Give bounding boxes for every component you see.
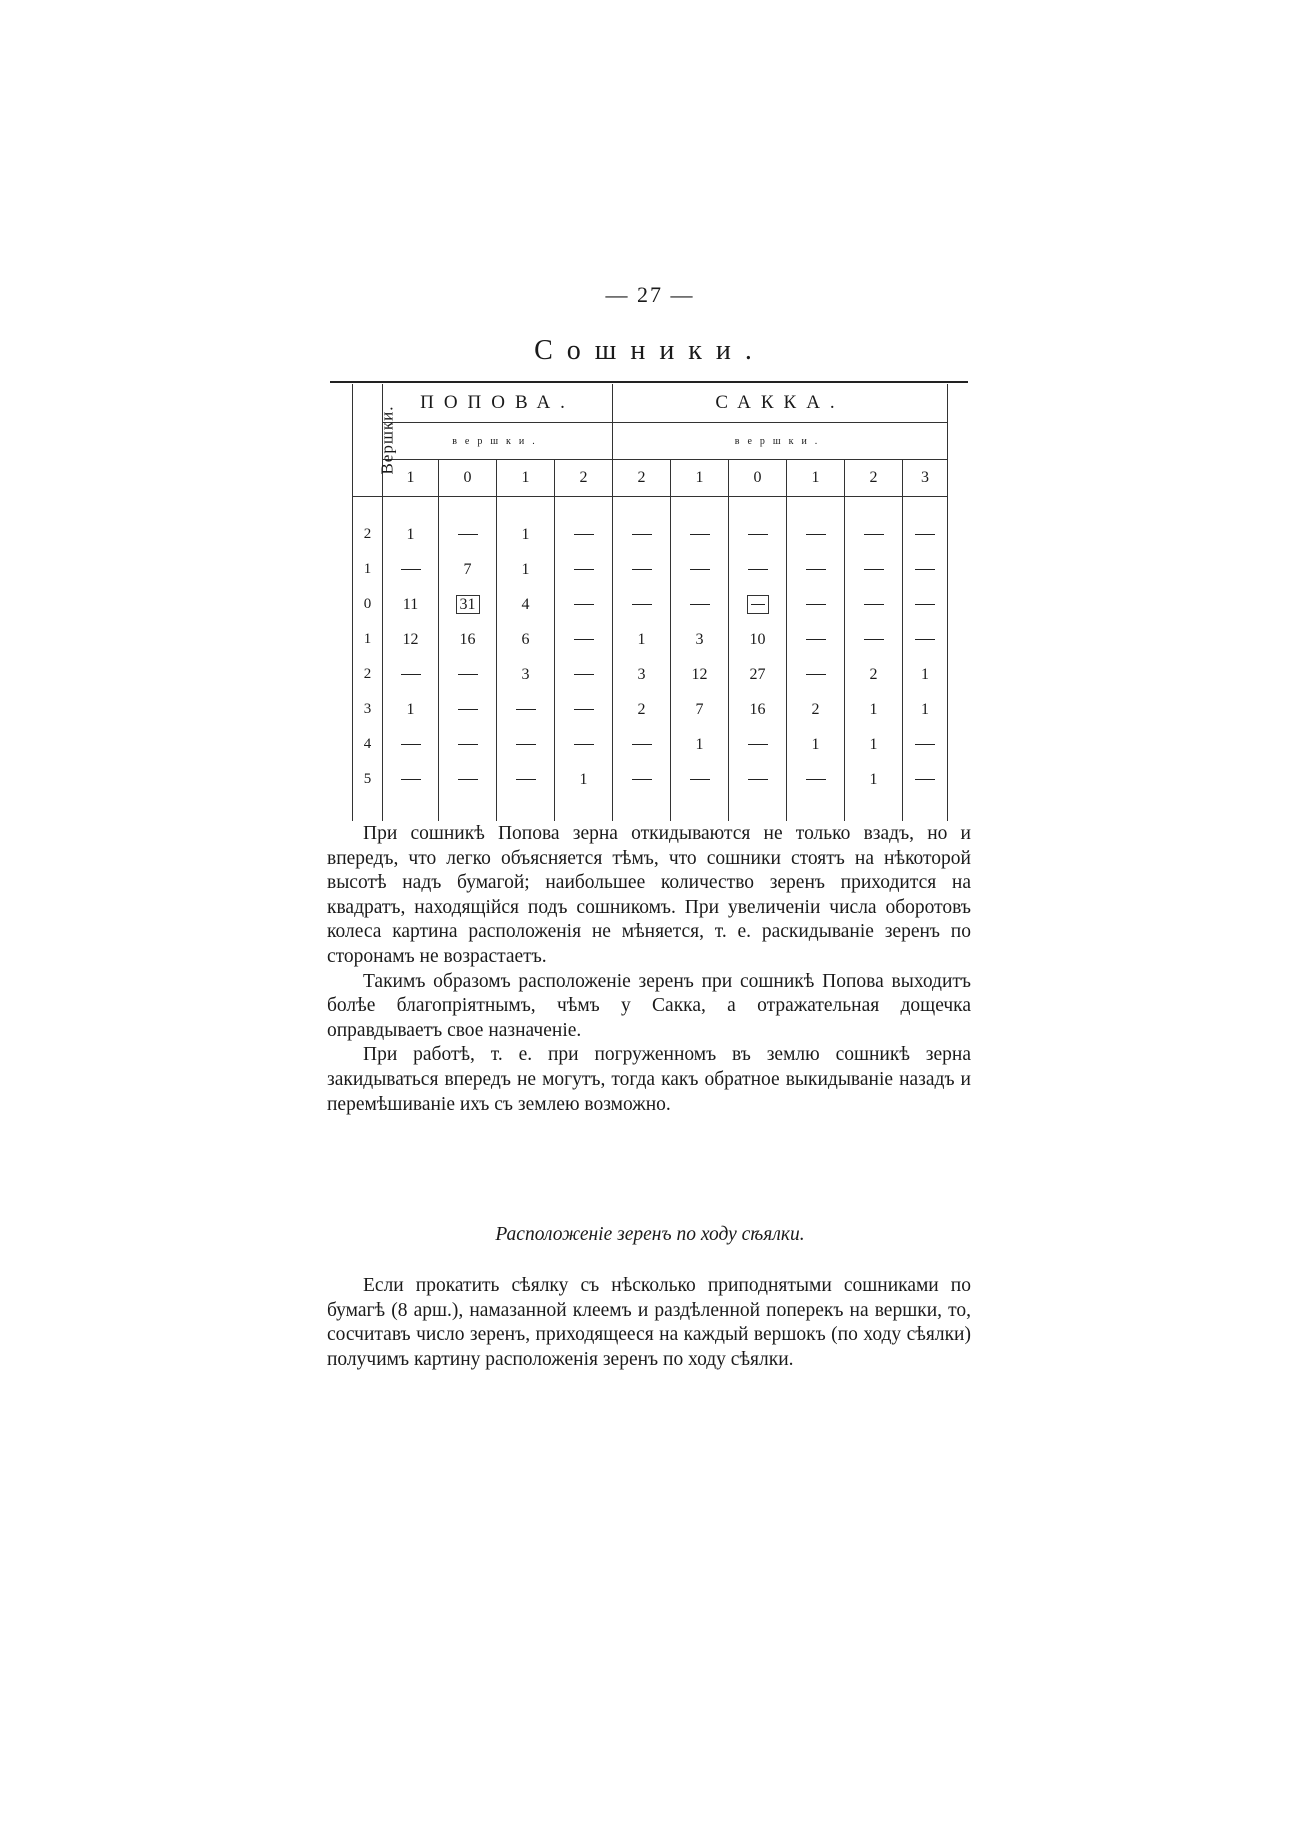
spacer-cell xyxy=(497,497,555,518)
table-row xyxy=(353,692,948,727)
dash-mark xyxy=(806,604,826,605)
table-cell xyxy=(439,517,497,552)
dash-mark xyxy=(574,674,594,675)
spacer-cell xyxy=(439,797,497,821)
table-cell xyxy=(729,622,787,657)
dash-mark xyxy=(690,779,710,780)
column-header: 1 xyxy=(383,460,439,497)
spacer-row xyxy=(353,797,948,821)
cell-value: 1 xyxy=(406,700,415,718)
column-header: 1 xyxy=(787,460,845,497)
body-paragraphs xyxy=(327,822,971,1117)
spacer-cell xyxy=(613,797,671,821)
spacer-cell xyxy=(903,797,948,821)
table-row xyxy=(353,622,948,657)
dash-mark xyxy=(915,569,935,570)
table-cell xyxy=(383,517,439,552)
table-cell xyxy=(383,762,439,797)
group-header-popov: ПОПОВА. xyxy=(383,384,613,423)
cell-value: 1 xyxy=(521,525,530,543)
column-header: 0 xyxy=(729,460,787,497)
dash-mark xyxy=(458,779,478,780)
table-cell xyxy=(671,657,729,692)
table-cell xyxy=(903,762,948,797)
table-cell xyxy=(787,657,845,692)
cell-value: 1 xyxy=(637,630,646,648)
table-cell xyxy=(903,622,948,657)
dash-mark xyxy=(806,674,826,675)
table-cell xyxy=(787,587,845,622)
dash-mark xyxy=(864,604,884,605)
table-cell xyxy=(729,587,787,622)
table-cell xyxy=(671,727,729,762)
table-cell xyxy=(439,692,497,727)
table-cell xyxy=(787,517,845,552)
table-cell xyxy=(729,762,787,797)
dash-mark xyxy=(401,674,421,675)
dash-mark xyxy=(632,534,652,535)
cell-value: 1 xyxy=(921,665,930,683)
cell-value: 1 xyxy=(695,735,704,753)
dash-mark xyxy=(574,744,594,745)
cell-value: 10 xyxy=(749,630,766,648)
table-cell xyxy=(497,517,555,552)
table-cell xyxy=(903,727,948,762)
cell-value: 3 xyxy=(637,665,646,683)
table-cell xyxy=(903,587,948,622)
table-cell xyxy=(555,622,613,657)
table-cell xyxy=(671,762,729,797)
boxed-value: 31 xyxy=(456,595,480,614)
column-header: 3 xyxy=(903,460,948,497)
table-cell xyxy=(787,727,845,762)
column-header: 1 xyxy=(671,460,729,497)
spacer-cell xyxy=(555,797,613,821)
dash-mark xyxy=(401,744,421,745)
table-cell xyxy=(497,727,555,762)
spacer-cell xyxy=(671,497,729,518)
column-header: 2 xyxy=(845,460,903,497)
spacer-cell xyxy=(383,497,439,518)
table-row xyxy=(353,587,948,622)
group-header-sakk: САККА. xyxy=(613,384,948,423)
cell-value: 12 xyxy=(402,630,419,648)
dash-mark xyxy=(458,674,478,675)
table-cell xyxy=(383,622,439,657)
table-cell xyxy=(903,657,948,692)
table-cell xyxy=(787,762,845,797)
table-cell xyxy=(613,622,671,657)
spacer-cell xyxy=(787,797,845,821)
table-row xyxy=(353,552,948,587)
cell-value: 1 xyxy=(521,560,530,578)
table-cell xyxy=(613,587,671,622)
table-cell xyxy=(383,692,439,727)
cell-value: 1 xyxy=(869,770,878,788)
table-cell xyxy=(439,552,497,587)
cell-value: 6 xyxy=(521,630,530,648)
dash-mark xyxy=(516,709,536,710)
table-cell xyxy=(439,587,497,622)
table-row xyxy=(353,727,948,762)
dash-mark xyxy=(458,744,478,745)
table-cell xyxy=(439,762,497,797)
table-row xyxy=(353,657,948,692)
subheading: Расположеніе зеренъ по ходу сѣялки. xyxy=(495,1224,805,1245)
cell-value: 4 xyxy=(521,595,530,613)
cell-value: 16 xyxy=(749,700,766,718)
spacer-cell xyxy=(903,497,948,518)
subheader-popov: вершки. xyxy=(383,423,613,460)
column-header: 2 xyxy=(613,460,671,497)
dash-mark xyxy=(864,569,884,570)
cell-value: 27 xyxy=(749,665,766,683)
table-cell xyxy=(729,657,787,692)
table-top-rule xyxy=(330,381,968,383)
table-cell xyxy=(555,587,613,622)
dash-mark xyxy=(574,534,594,535)
table-cell xyxy=(845,727,903,762)
table-cell xyxy=(383,657,439,692)
row-label: 2 xyxy=(353,657,383,692)
table-cell xyxy=(555,552,613,587)
table-cell xyxy=(439,657,497,692)
column-header: 2 xyxy=(555,460,613,497)
dash-mark xyxy=(915,534,935,535)
row-header-cell xyxy=(353,384,397,497)
dash-mark xyxy=(748,779,768,780)
table-cell xyxy=(497,552,555,587)
dash-mark xyxy=(458,534,478,535)
table-cell xyxy=(903,552,948,587)
dash-mark xyxy=(690,604,710,605)
dash-mark xyxy=(864,639,884,640)
dash-mark xyxy=(516,779,536,780)
dash-mark xyxy=(574,604,594,605)
dash-mark xyxy=(458,709,478,710)
table-cell xyxy=(555,727,613,762)
cell-value: 1 xyxy=(869,700,878,718)
table-cell xyxy=(555,762,613,797)
seed-distribution-table xyxy=(352,384,948,821)
cell-value: 2 xyxy=(637,700,646,718)
dash-mark xyxy=(574,639,594,640)
table-cell xyxy=(845,517,903,552)
table-cell xyxy=(845,622,903,657)
table-cell xyxy=(729,692,787,727)
spacer-cell xyxy=(497,797,555,821)
spacer-row xyxy=(353,497,948,518)
cell-value: 3 xyxy=(695,630,704,648)
row-label: 2 xyxy=(353,517,383,552)
dash-mark xyxy=(806,569,826,570)
spacer-cell xyxy=(845,497,903,518)
dash-mark xyxy=(748,569,768,570)
dash-mark xyxy=(806,639,826,640)
table-cell xyxy=(497,622,555,657)
row-label: 0 xyxy=(353,587,383,622)
row-label: 4 xyxy=(353,727,383,762)
table-cell xyxy=(729,552,787,587)
table-cell xyxy=(613,517,671,552)
table-cell xyxy=(555,692,613,727)
table-cell xyxy=(845,552,903,587)
table-cell xyxy=(613,727,671,762)
spacer-cell xyxy=(671,797,729,821)
table-cell xyxy=(613,762,671,797)
section-title: Сошники. xyxy=(534,335,766,366)
cell-value: 7 xyxy=(463,560,472,578)
column-header-row xyxy=(353,460,948,497)
cell-value: 1 xyxy=(406,525,415,543)
table-cell xyxy=(613,552,671,587)
spacer-cell xyxy=(555,497,613,518)
dash-mark xyxy=(401,779,421,780)
spacer-cell xyxy=(353,497,383,518)
table-cell xyxy=(383,552,439,587)
table-cell xyxy=(555,517,613,552)
dash-mark xyxy=(915,604,935,605)
dash-mark xyxy=(690,569,710,570)
table-cell xyxy=(671,622,729,657)
dash-mark xyxy=(806,534,826,535)
cell-value: 2 xyxy=(811,700,820,718)
spacer-cell xyxy=(845,797,903,821)
cell-value: 1 xyxy=(811,735,820,753)
dash-mark xyxy=(632,744,652,745)
row-label: 1 xyxy=(353,552,383,587)
cell-value: 1 xyxy=(921,700,930,718)
table-cell xyxy=(903,517,948,552)
dash-mark xyxy=(574,569,594,570)
row-header: Вершки. xyxy=(377,405,397,475)
spacer-cell xyxy=(613,497,671,518)
cell-value: 16 xyxy=(459,630,476,648)
dash-mark xyxy=(915,779,935,780)
table-cell xyxy=(439,727,497,762)
spacer-cell xyxy=(439,497,497,518)
dash-mark xyxy=(401,569,421,570)
dash-mark xyxy=(915,639,935,640)
table-cell xyxy=(903,692,948,727)
table-cell xyxy=(845,587,903,622)
cell-value: 12 xyxy=(691,665,708,683)
paragraph: При сошникѣ Попова зерна откидываются не только взадъ, но и впередъ, что легко объясняется тѣмъ, что сошники стоятъ на нѣкоторой высотѣ надъ бумагой; наибольшее количество зеренъ приходится на квадратъ, находящійся подъ сошникомъ. При увеличеніи числа оборотовъ колеса картина расположенія не мѣняется, т. е. раскидываніе зеренъ по сторонамъ не возрастаетъ. xyxy=(327,823,971,967)
cell-value: 3 xyxy=(521,665,530,683)
dash-mark xyxy=(751,604,765,605)
table-cell xyxy=(845,657,903,692)
dash-mark xyxy=(574,709,594,710)
dash-mark xyxy=(806,779,826,780)
paragraph: Такимъ образомъ расположеніе зеренъ при сошникѣ Попова выходитъ болѣе благопріятнымъ, чѣмъ у Сакка, а отражательная дощечка оправдываетъ свое назначеніе. xyxy=(327,970,971,1041)
dash-mark xyxy=(690,534,710,535)
table-cell xyxy=(497,657,555,692)
table-cell xyxy=(729,517,787,552)
table-cell xyxy=(845,762,903,797)
table-row xyxy=(353,762,948,797)
cell-value: 7 xyxy=(695,700,704,718)
spacer-cell xyxy=(729,797,787,821)
spacer-cell xyxy=(383,797,439,821)
dash-mark xyxy=(516,744,536,745)
dash-mark xyxy=(915,744,935,745)
table-cell xyxy=(671,587,729,622)
row-label: 5 xyxy=(353,762,383,797)
page-number: — 27 — xyxy=(605,282,695,307)
table-cell xyxy=(497,762,555,797)
closing-paragraph-block xyxy=(327,1274,971,1372)
dash-mark xyxy=(632,779,652,780)
table-cell xyxy=(613,692,671,727)
dash-mark xyxy=(632,604,652,605)
table-cell xyxy=(845,692,903,727)
column-header: 0 xyxy=(439,460,497,497)
dash-mark xyxy=(864,534,884,535)
table-cell xyxy=(671,517,729,552)
dash-mark xyxy=(748,744,768,745)
table-cell xyxy=(497,587,555,622)
table-row xyxy=(353,517,948,552)
paragraph: При работѣ, т. е. при погруженномъ въ землю сошникѣ зерна закидываться впередъ не могутъ, тогда какъ обратное выкидываніе назадъ и перемѣшиваніе ихъ съ землею возможно. xyxy=(327,1044,971,1115)
closing-paragraph: Если прокатить сѣялку съ нѣсколько приподнятыми сошниками по бумагѣ (8 арш.), намазанной клеемъ и раздѣленной поперекъ на вершки, то, сосчитавъ число зеренъ, приходящееся на каждый вершокъ (по ходу сѣялки) получимъ картину расположенія зеренъ по ходу сѣялки. xyxy=(327,1275,971,1370)
table-cell xyxy=(671,552,729,587)
dash-mark xyxy=(632,569,652,570)
table-cell xyxy=(439,622,497,657)
column-header: 1 xyxy=(497,460,555,497)
table-cell xyxy=(497,692,555,727)
cell-value: 1 xyxy=(869,735,878,753)
cell-value: 11 xyxy=(402,595,419,613)
cell-value: 2 xyxy=(869,665,878,683)
row-label: 3 xyxy=(353,692,383,727)
table-cell xyxy=(383,587,439,622)
table-cell xyxy=(555,657,613,692)
table-body xyxy=(353,497,948,822)
spacer-cell xyxy=(787,497,845,518)
row-label: 1 xyxy=(353,622,383,657)
table-cell xyxy=(787,692,845,727)
table-cell xyxy=(729,727,787,762)
table-cell xyxy=(613,657,671,692)
table-cell xyxy=(787,622,845,657)
cell-value: 1 xyxy=(579,770,588,788)
dash-mark xyxy=(748,534,768,535)
spacer-cell xyxy=(729,497,787,518)
subheader-sakk: вершки. xyxy=(613,423,948,460)
spacer-cell xyxy=(353,797,383,821)
table-cell xyxy=(383,727,439,762)
table-cell xyxy=(787,552,845,587)
table-cell xyxy=(671,692,729,727)
boxed-value xyxy=(747,595,769,614)
